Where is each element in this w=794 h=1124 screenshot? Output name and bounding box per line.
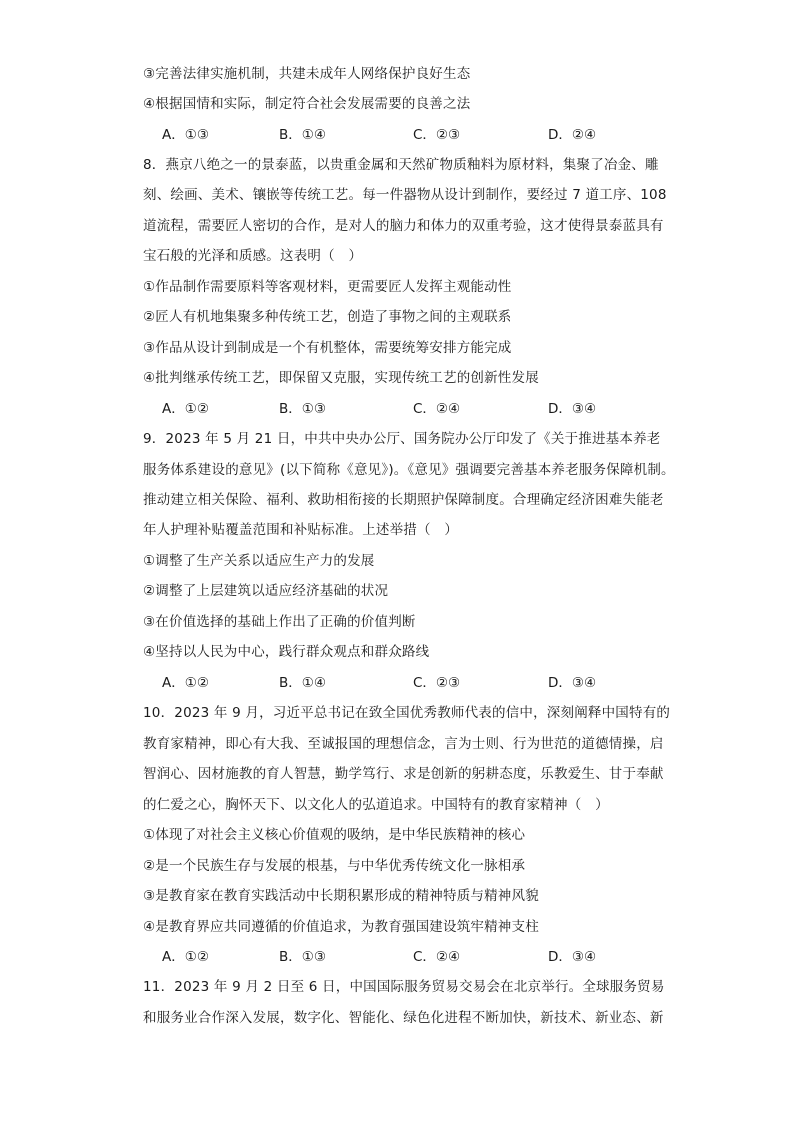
q8-statement-3: ③作品从设计到制成是一个有机整体，需要统筹安排方能完成 xyxy=(143,340,512,356)
q8-stem-line-4: 宝石般的光泽和质感。这表明（ ） xyxy=(143,248,363,264)
q9-statement-3: ③在价值选择的基础上作出了正确的价值判断 xyxy=(143,614,416,630)
q9-stem-line-2: 服务体系建设的意见》(以下简称《意见》)。《意见》强调要完善基本养老服务保障机制。 xyxy=(143,462,675,478)
q9-stem-line-3: 推动建立相关保险、福利、救助相衔接的长期照护保障制度。合理确定经济困难失能老 xyxy=(143,492,664,508)
q8-option-d: D．③④ xyxy=(548,401,597,417)
q10-stem-line-1: 10．2023 年 9 月，习近平总书记在致全国优秀教师代表的信中，深刻阐释中国特有的 xyxy=(143,705,671,721)
q7-option-b: B．①④ xyxy=(279,127,326,143)
q8-option-c: C．②④ xyxy=(413,401,461,417)
q7-option-d: D．②④ xyxy=(548,127,597,143)
q7-statement-4: ④根据国情和实际，制定符合社会发展需要的良善之法 xyxy=(143,96,471,112)
q9-option-d: D．③④ xyxy=(548,675,597,691)
q9-stem-line-4: 年人护理补贴覆盖范围和补贴标准。上述举措（ ） xyxy=(143,522,459,538)
q8-stem-line-1: 8．燕京八绝之一的景泰蓝，以贵重金属和天然矿物质釉料为原材料，集聚了冶金、雕 xyxy=(143,157,659,173)
q8-stem-line-2: 刻、绘画、美术、镶嵌等传统工艺。每一件器物从设计到制作，要经过 7 道工序、108 xyxy=(143,187,667,203)
q10-stem-line-4: 的仁爱之心，胸怀天下、以文化人的弘道追求。中国特有的教育家精神（ ） xyxy=(143,797,609,813)
q10-option-b: B．①③ xyxy=(279,949,326,965)
q10-statement-3: ③是教育家在教育实践活动中长期积累形成的精神特质与精神风貌 xyxy=(143,888,539,904)
q8-statement-1: ①作品制作需要原料等客观材料，更需要匠人发挥主观能动性 xyxy=(143,279,512,295)
q11-stem-line-2: 和服务业合作深入发展，数字化、智能化、绿色化进程不断加快，新技术、新业态、新 xyxy=(143,1010,664,1026)
q9-stem-line-1: 9．2023 年 5 月 21 日，中共中央办公厅、国务院办公厅印发了《关于推进基本养老 xyxy=(143,431,661,447)
q7-statement-3: ③完善法律实施机制，共建未成年人网络保护良好生态 xyxy=(143,66,471,82)
q8-statement-4: ④批判继承传统工艺，即保留又克服，实现传统工艺的创新性发展 xyxy=(143,370,539,386)
q8-option-b: B．①③ xyxy=(279,401,326,417)
q7-option-c: C．②③ xyxy=(413,127,461,143)
q10-option-a: A．①② xyxy=(162,949,209,965)
q10-option-d: D．③④ xyxy=(548,949,597,965)
q10-option-c: C．②④ xyxy=(413,949,461,965)
q9-option-c: C．②③ xyxy=(413,675,461,691)
q10-statement-2: ②是一个民族生存与发展的根基，与中华优秀传统文化一脉相承 xyxy=(143,858,526,874)
q7-option-a: A．①③ xyxy=(162,127,209,143)
q10-statement-1: ①体现了对社会主义核心价值观的吸纳，是中华民族精神的核心 xyxy=(143,827,526,843)
q8-statement-2: ②匠人有机地集聚多种传统工艺，创造了事物之间的主观联系 xyxy=(143,309,512,325)
q9-statement-4: ④坚持以人民为中心，践行群众观点和群众路线 xyxy=(143,644,430,660)
q10-stem-line-2: 教育家精神，即心有大我、至诚报国的理想信念，言为士则、行为世范的道德情操，启 xyxy=(143,736,664,752)
q8-option-a: A．①② xyxy=(162,401,209,417)
q8-stem-line-3: 道流程，需要匠人密切的合作，是对人的脑力和体力的双重考验，这才使得景泰蓝具有 xyxy=(143,218,664,234)
q9-option-a: A．①② xyxy=(162,675,209,691)
q9-statement-1: ①调整了生产关系以适应生产力的发展 xyxy=(143,553,375,569)
q9-statement-2: ②调整了上层建筑以适应经济基础的状况 xyxy=(143,583,389,599)
q11-stem-line-1: 11．2023 年 9 月 2 日至 6 日，中国国际服务贸易交易会在北京举行。全球服务贸易 xyxy=(143,979,665,995)
q10-statement-4: ④是教育界应共同遵循的价值追求，为教育强国建设筑牢精神支柱 xyxy=(143,919,539,935)
q10-stem-line-3: 智润心、因材施教的育人智慧，勤学笃行、求是创新的躬耕态度，乐教爱生、甘于奉献 xyxy=(143,766,664,782)
q9-option-b: B．①④ xyxy=(279,675,326,691)
